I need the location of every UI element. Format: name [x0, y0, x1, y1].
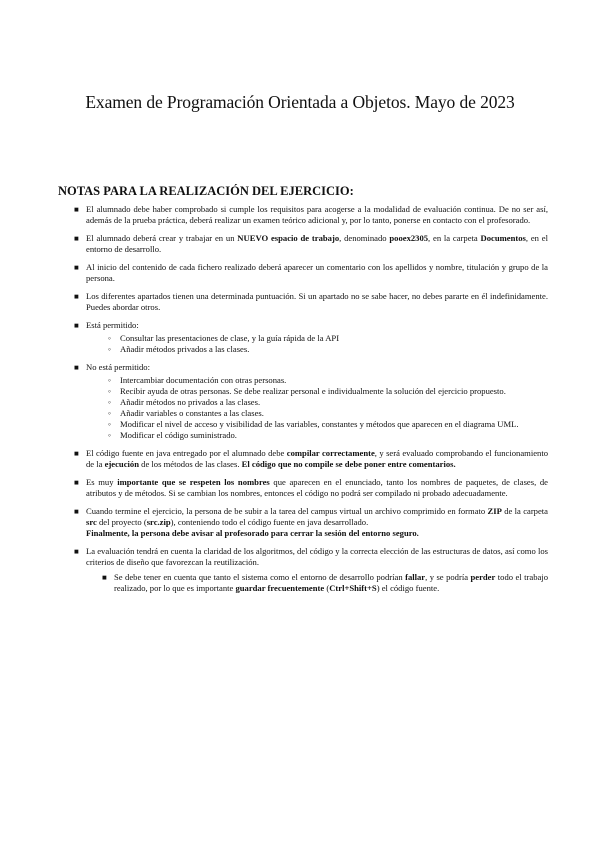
item-text: de la carpeta	[501, 506, 548, 516]
item-text: , y será evaluado comprobando el funcionamiento de la	[86, 448, 549, 469]
nested-note	[100, 572, 548, 594]
square-bullet-icon: ■	[74, 507, 79, 516]
list-item	[72, 320, 548, 355]
sublist	[86, 375, 548, 441]
item-text: , denominado	[339, 233, 390, 243]
square-bullet-icon: ■	[74, 449, 79, 458]
sublist-item	[108, 397, 548, 408]
item-bold-text: Documentos	[480, 233, 526, 243]
sublist-item-text: Añadir métodos privados a las clases.	[120, 344, 250, 354]
sublist-item-text: Recibir ayuda de otras personas. Se debe realizar personal e individualmente la solución del ejercicio propuesto.	[120, 386, 506, 396]
sublist-item	[108, 430, 548, 441]
item-text: Cuando termine el ejercicio, la persona de be subir a la tarea del campus virtual un archivo comprimido en formato	[86, 506, 488, 516]
item-text: , en la carpeta	[428, 233, 481, 243]
item-text: ), conteniendo todo el código fuente en java desarrollado.	[170, 517, 369, 527]
item-bold-text: NUEVO espacio de trabajo	[237, 233, 340, 243]
item-text: del proyecto (	[96, 517, 147, 527]
item-text: que aparecen en el enunciado, tanto los nombres de paquetes, de clases, de atributos y de métodos. Si se cambian los nombres, entonces el código no podrá ser compilado ni probado adecuadamente.	[86, 477, 548, 498]
item-text: de los métodos de las clases.	[139, 459, 242, 469]
item-bold-text: fallar	[405, 572, 426, 582]
circle-bullet-icon: ◦	[108, 333, 112, 343]
item-text: La evaluación tendrá en cuenta la claridad de los algoritmos, del código y la correcta elección de las estructuras de datos, así como los criterios de diseño que favorezcan la reutilización.	[86, 546, 548, 567]
item-text: ) el código fuente.	[376, 583, 440, 593]
circle-bullet-icon: ◦	[108, 408, 112, 418]
circle-bullet-icon: ◦	[108, 397, 112, 407]
sublist-item	[108, 386, 548, 397]
sublist-item	[108, 344, 548, 355]
item-text: Al inicio del contenido de cada fichero realizado deberá aparecer un comentario con los apellidos y nombre, titulación y grupo de la persona.	[86, 262, 548, 283]
square-bullet-icon: ■	[74, 321, 79, 330]
item-text: (	[324, 583, 330, 593]
square-bullet-icon: ■	[74, 292, 79, 301]
list-item	[72, 546, 548, 594]
list-item	[72, 291, 548, 313]
sublist-item	[108, 408, 548, 419]
notes-list	[72, 204, 548, 601]
item-bold-text: src.zip	[146, 517, 171, 527]
sublist-item	[108, 419, 548, 430]
item-text: No está permitido:	[86, 362, 150, 372]
item-bold-text: Ctrl+Shift+S	[329, 583, 377, 593]
list-item	[72, 262, 548, 284]
item-bold-text: ZIP	[487, 506, 502, 516]
item-bold-text: guardar frecuentemente	[235, 583, 325, 593]
sublist-item	[108, 375, 548, 386]
circle-bullet-icon: ◦	[108, 430, 112, 440]
item-bold-text: Finalmente, la persona debe avisar al profesorado para cerrar la sesión del entorno seguro.	[86, 528, 419, 538]
sublist-item-text: Intercambiar documentación con otras personas.	[120, 375, 287, 385]
item-text: El alumnado deberá crear y trabajar en un	[86, 233, 238, 243]
item-bold-text: ejecución	[104, 459, 139, 469]
sublist-item-text: Modificar el código suministrado.	[120, 430, 237, 440]
item-text: Es muy	[86, 477, 118, 487]
sublist-item-text: Añadir métodos no privados a las clases.	[120, 397, 261, 407]
item-bold-text: perder	[470, 572, 496, 582]
square-bullet-icon: ■	[74, 205, 79, 214]
circle-bullet-icon: ◦	[108, 344, 112, 354]
item-text: , y se podría	[425, 572, 471, 582]
item-text: El alumnado debe haber comprobado si cumple los requisitos para acogerse a la modalidad de evaluación continua. De no ser así, además de la prueba práctica, deberá realizar un examen teórico adicional y, por lo tanto, ponerse en contacto con el profesorado.	[86, 204, 548, 225]
item-text: Se debe tener en cuenta que tanto el sistema como el entorno de desarrollo podrían	[114, 572, 406, 582]
sublist	[86, 333, 548, 355]
square-bullet-icon: ■	[74, 263, 79, 272]
square-bullet-icon: ■	[74, 363, 79, 372]
item-bold-text: pooex2305	[389, 233, 429, 243]
list-item	[72, 477, 548, 499]
sublist-item-text: Consultar las presentaciones de clase, y la guía rápida de la API	[120, 333, 340, 343]
circle-bullet-icon: ◦	[108, 419, 112, 429]
item-text: , en el entorno de desarrollo.	[86, 233, 548, 254]
item-bold-text: src	[86, 517, 97, 527]
list-item	[72, 233, 548, 255]
sublist-item	[108, 333, 548, 344]
sublist-item-text: Modificar el nivel de acceso y visibilidad de las variables, constantes y métodos que aparecen en el diagrama UML.	[120, 419, 519, 429]
square-bullet-icon: ■	[74, 234, 79, 243]
item-text: todo el trabajo realizado, por lo que es importante	[114, 572, 548, 593]
item-bold-text: importante que se respeten los nombres	[117, 477, 270, 487]
list-item	[72, 362, 548, 441]
item-text: Está permitido:	[86, 320, 139, 330]
item-text: El código fuente en java entregado por el alumnado debe	[86, 448, 287, 458]
section-heading: NOTAS PARA LA REALIZACIÓN DEL EJERCICIO:	[58, 184, 354, 198]
list-item	[72, 204, 548, 226]
page-title: Examen de Programación Orientada a Objetos. Mayo de 2023	[85, 92, 515, 112]
item-bold-text: El código que no compile se debe poner entre comentarios.	[241, 459, 456, 469]
square-bullet-icon: ■	[74, 478, 79, 487]
circle-bullet-icon: ◦	[108, 386, 112, 396]
square-bullet-icon: ■	[102, 573, 107, 582]
circle-bullet-icon: ◦	[108, 375, 112, 385]
sublist-item-text: Añadir variables o constantes a las clases.	[120, 408, 264, 418]
item-text: Los diferentes apartados tienen una determinada puntuación. Si un apartado no se sabe hacer, no debes pararte en él indefinidamente. Puedes abordar otros.	[86, 291, 548, 312]
list-item	[72, 448, 548, 470]
item-bold-text: compilar correctamente	[286, 448, 375, 458]
list-item	[72, 506, 548, 539]
square-bullet-icon: ■	[74, 547, 79, 556]
